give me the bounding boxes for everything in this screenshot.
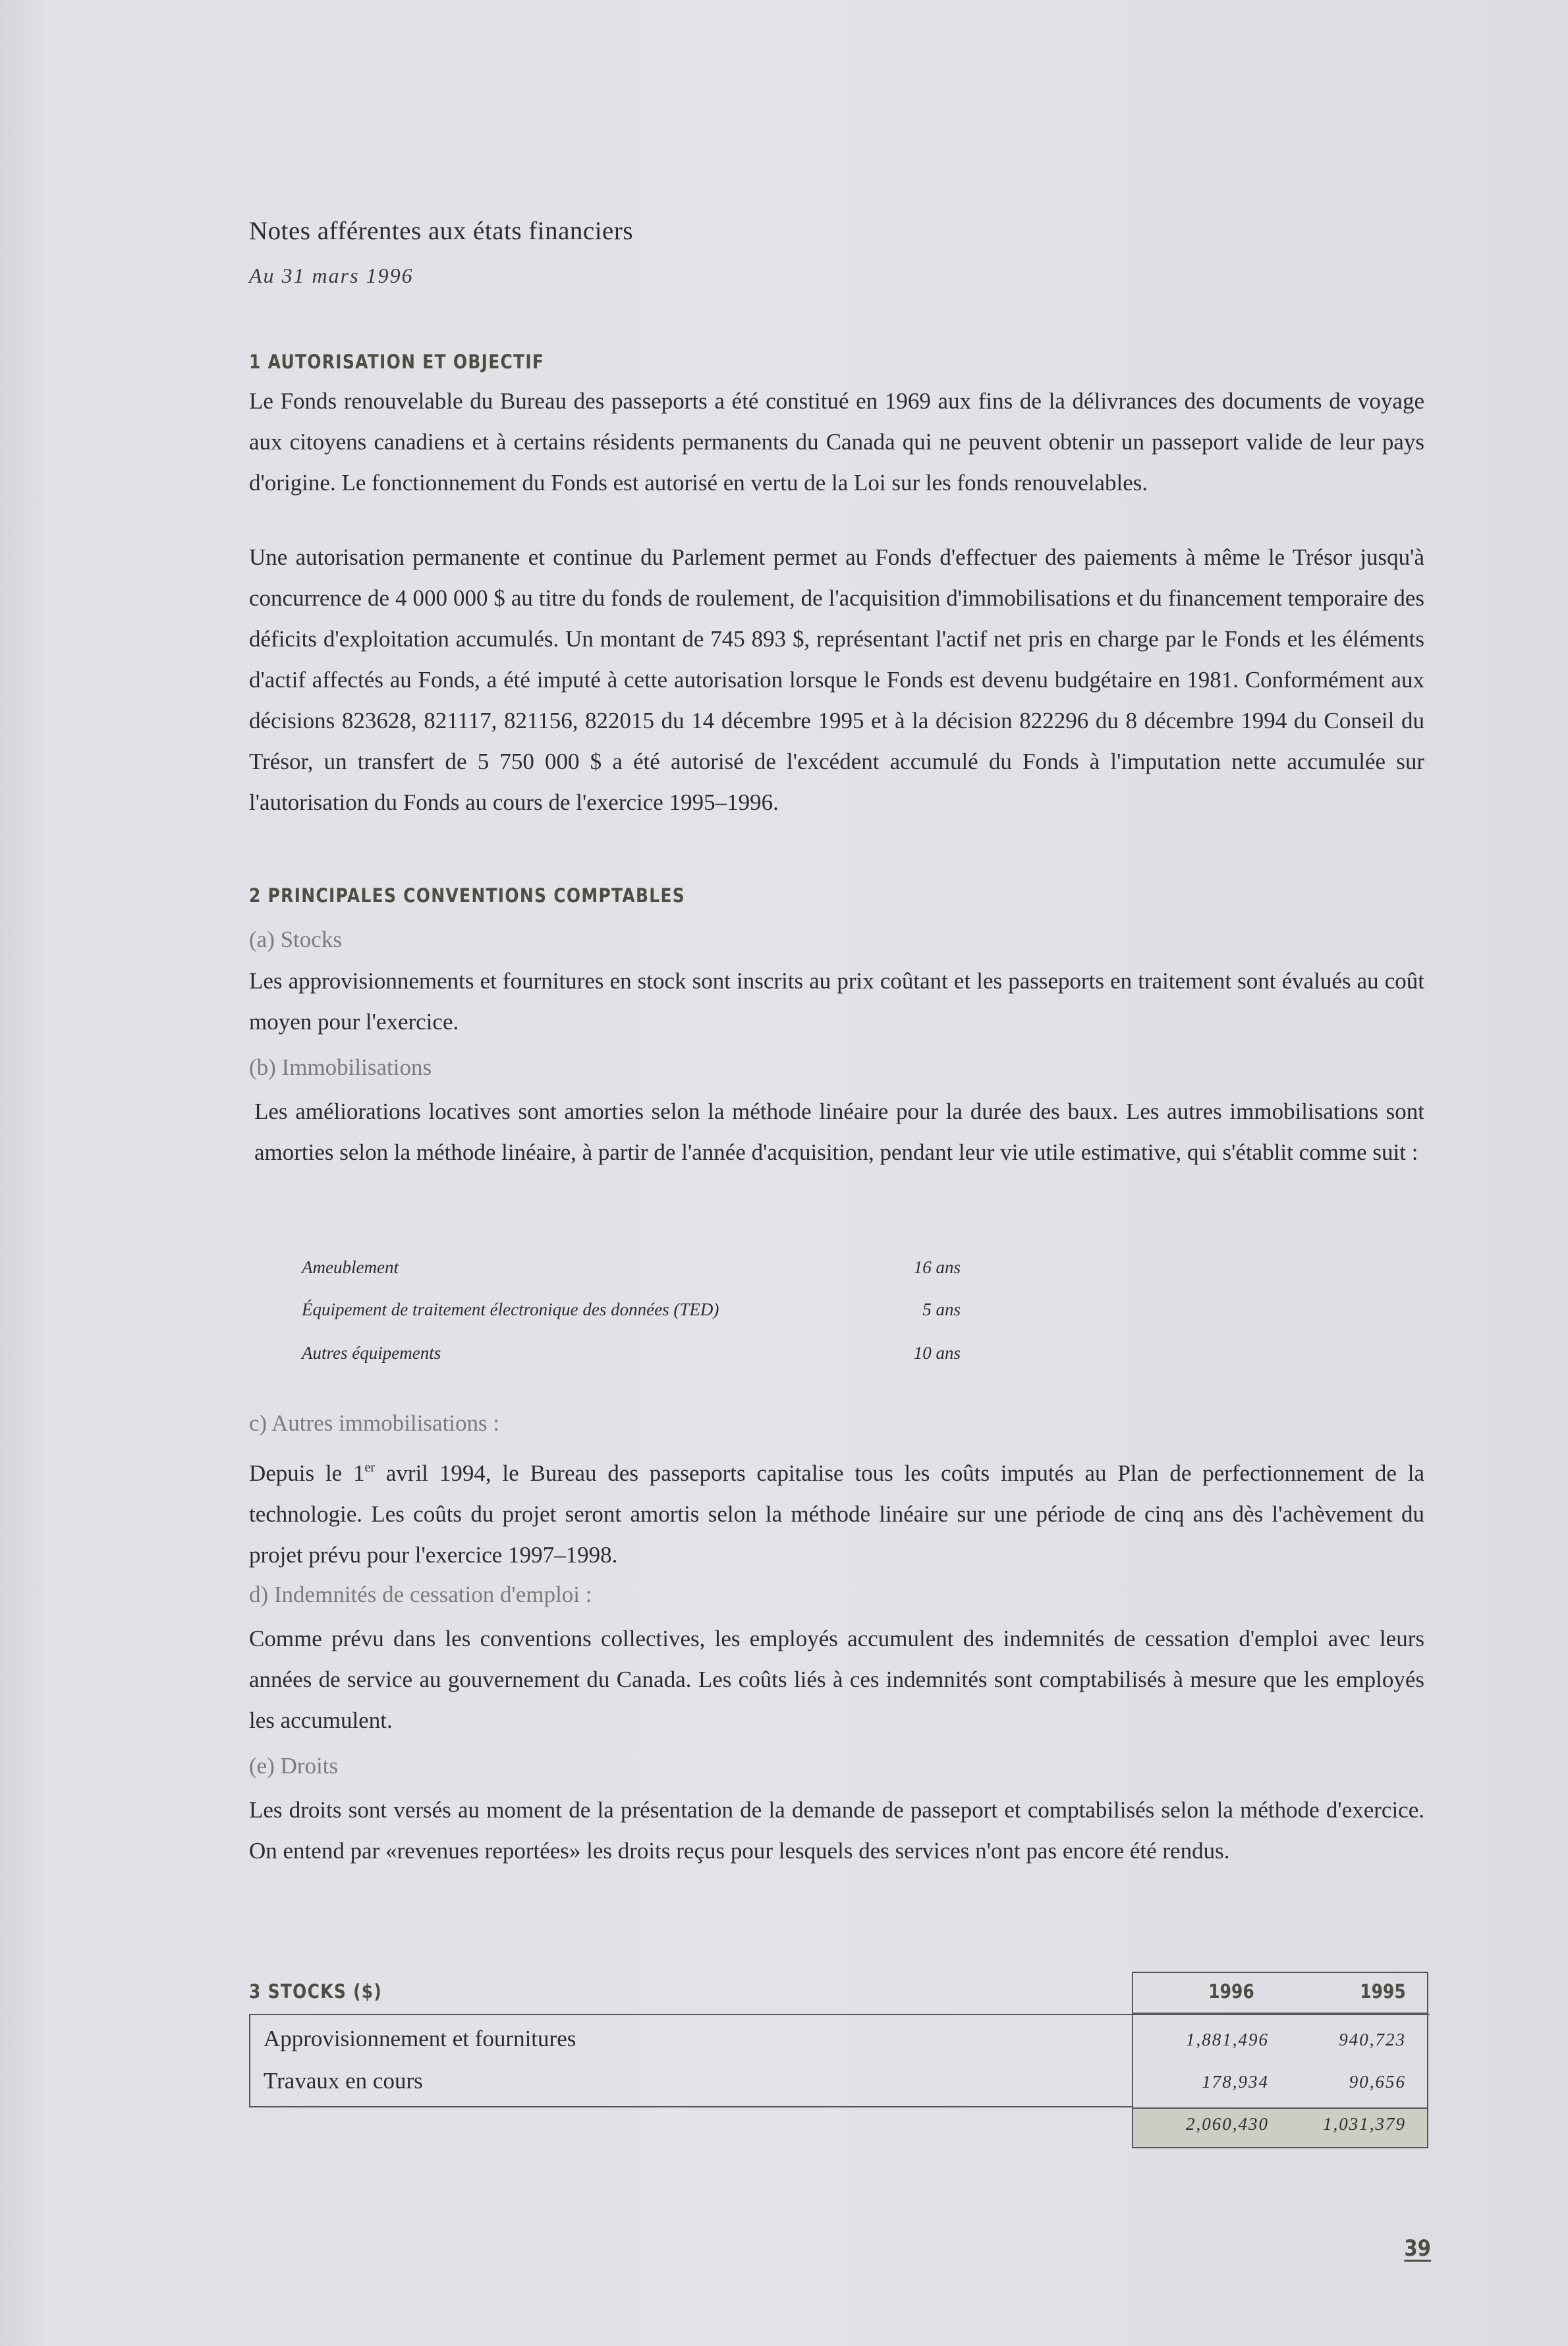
depreciation-row (302, 1343, 961, 1369)
depreciation-row (302, 1257, 961, 1284)
superscript: er (364, 1460, 376, 1475)
table-cell-1995: 940,723 (1339, 2030, 1406, 2049)
depreciation-row (302, 1300, 961, 1326)
subsection-e-title: (e) Droits (249, 1753, 339, 1779)
subsection-a-text: Les approvisionnements et fournitures en stock sont inscrits au prix coûtant et les passeports en traitement sont évalués au coût moyen pour l'exercice. (249, 968, 1424, 1035)
subsection-c-text-start: Depuis le 1 (249, 1460, 365, 1486)
depreciation-value: 16 ans (913, 1257, 961, 1277)
subsection-e-text: Les droits sont versés au moment de la présentation de la demande de passeport et comptabilisés selon la méthode d'exercice. On entend par «revenues reportées» les droits reçus pour lesquels des services n'ont pas encore été rendus. (249, 1797, 1424, 1864)
table-cell-1995: 90,656 (1349, 2072, 1406, 2092)
section-heading-1: 1 AUTORISATION ET OBJECTIF (249, 351, 545, 373)
page-date: Au 31 mars 1996 (249, 264, 414, 287)
section1-paragraph-1: Le Fonds renouvelable du Bureau des passeports a été constitué en 1969 aux fins de la délivrances des documents de voyage aux citoyens canadiens et à certains résidents permanents du Canada qui ne peuvent obtenir un passeport valide de leur pays d'origine. Le fonctionnement du Fonds est autorisé en vertu de la Loi sur les fonds renouvelables. (249, 388, 1424, 496)
table-cell-1996: 178,934 (1202, 2072, 1269, 2092)
depreciation-label: Ameublement (302, 1257, 399, 1277)
table-row-label: Travaux en cours (264, 2068, 423, 2094)
table-cell-1996: 1,881,496 (1186, 2030, 1269, 2049)
subsection-b-title: (b) Immobilisations (249, 1054, 432, 1080)
depreciation-label: Autres équipements (302, 1343, 441, 1363)
subsection-c-text-end: avril 1994, le Bureau des passeports capitalise tous les coûts imputés au Plan de perfectionnement de la technologie. Les coûts du projet seront amortis selon la méthode linéaire sur une période de cinq ans dès l'achèvement du projet prévu pour l'exercice 1997–1998. (249, 1460, 1424, 1568)
section1-paragraph-2: Une autorisation permanente et continue du Parlement permet au Fonds d'effectuer des paiements à même le Trésor jusqu'à concurrence de 4 000 000 $ au titre du fonds de roulement, de l'acquisition d'immobilisations et du financement temporaire des déficits d'exploitation accumulés. Un montant de 745 893 $, représentant l'actif net pris en charge par le Fonds et les éléments d'actif affectés au Fonds, a été imputé à cette autorisation lorsque le Fonds est devenu budgétaire en 1981. Conformément aux décisions 823628, 821117, 821156, 822015 du 14 décembre 1995 et à la décision 822296 du 8 décembre 1994 du Conseil du Trésor, un transfert de 5 750 000 $ a été autorisé de l'excédent accumulé du Fonds à l'imputation nette accumulée sur l'autorisation du Fonds au cours de l'exercice 1995–1996. (249, 544, 1424, 815)
depreciation-value: 5 ans (922, 1300, 961, 1319)
section-heading-2: 2 PRINCIPALES CONVENTIONS COMPTABLES (249, 884, 686, 907)
page-number: 39 (1404, 2235, 1432, 2262)
total-cell-1995: 1,031,379 (1323, 2114, 1406, 2134)
year-header-1996: 1996 (1208, 1980, 1254, 2003)
subsection-b-text: Les améliorations locatives sont amorties selon la méthode linéaire pour la durée des baux. Les autres immobilisations sont amorties selon la méthode linéaire, à partir de l'année d'acquisition, pendant leur vie utile estimative, qui s'établit comme suit : (254, 1099, 1424, 1165)
depreciation-value: 10 ans (913, 1343, 961, 1363)
subsection-d-title: d) Indemnités de cessation d'emploi : (249, 1582, 592, 1607)
subsection-c-title: c) Autres immobilisations : (249, 1410, 500, 1436)
section-heading-3: 3 STOCKS ($) (249, 1980, 383, 2003)
subsection-a-title: (a) Stocks (249, 927, 342, 952)
depreciation-label: Équipement de traitement électronique des données (TED) (302, 1300, 719, 1319)
subsection-c-text (249, 1447, 1424, 1576)
total-cell-1996: 2,060,430 (1186, 2114, 1269, 2134)
table-row-label: Approvisionnement et fournitures (264, 2026, 576, 2051)
year-header-1995: 1995 (1360, 1980, 1406, 2003)
subsection-d-text: Comme prévu dans les conventions collectives, les employés accumulent des indemnités de cessation d'emploi avec leurs années de service au gouvernement du Canada. Les coûts liés à ces indemnités sont comptabilisés à mesure que les employés les accumulent. (249, 1626, 1424, 1733)
page-title: Notes afférentes aux états financiers (249, 217, 634, 245)
